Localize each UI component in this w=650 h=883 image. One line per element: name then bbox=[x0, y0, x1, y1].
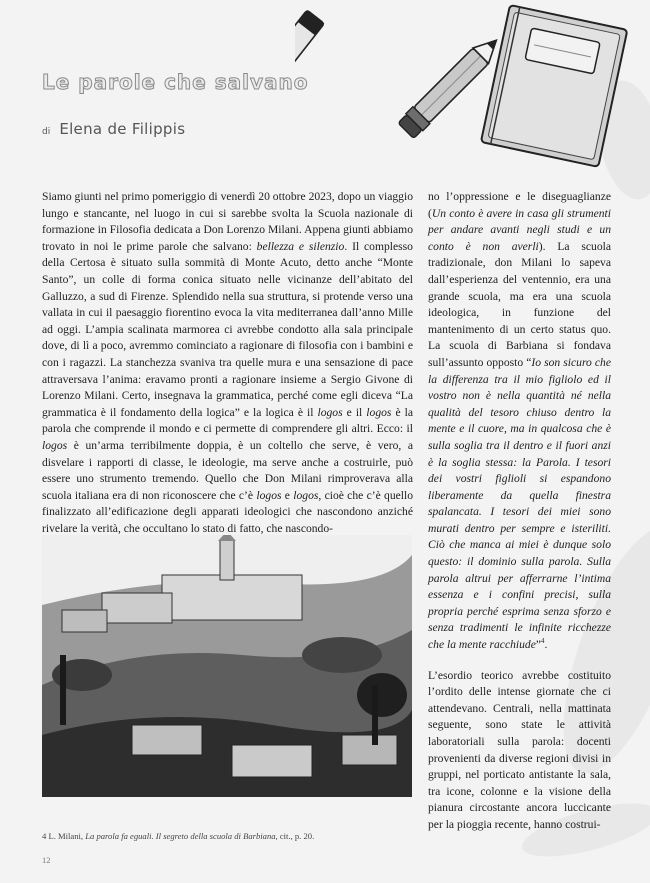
footnote: 4 L. Milani, La parola fa eguali. Il segreto della scuola di Barbiana, cit., p. 20. bbox=[42, 831, 315, 841]
landscape-photo bbox=[42, 535, 412, 797]
byline-prefix: di bbox=[42, 127, 51, 137]
paragraph: Siamo giunti nel primo pomeriggio di venerdì 20 ottobre 2023, dopo un viaggio lungo e stancante, nel luogo in cui si sarebbe svolta la Scuola nazionale di formazione in Filosofia dedicata a Don Lorenzo Milani. Appena giunti abbiamo trovato in noi le prime parole che salvano: bellezza e silenzio. Il complesso della Certosa è situato sulla sommità di Monte Acuto, detto anche “Monte Santo”, un colle di forma conica situato nelle vicinanze dell’abitato del Galluzzo, a sud di Firenze. Splendido nella sua struttura, si protende verso una vallata in cui il paesaggio fiorentino evoca la vita mediterranea dall’anno Mille ad oggi. L’ampia scalinata marmorea ci avrebbe condotto alla sala principale dove, di lì a poco, avremmo cominciato a ragionare di filosofia con i bambini e con i ragazzi. La stanchezza svaniva tra quelle mura e una sensazione di pace attraversava l’anima: eravamo pronti a ragionare insieme a Sergio Givone di Lorenzo Milani. Certo, insegnava la grammatica, perché come egli diceva “La grammatica è il fondamento della logica” e la logica è il logos e il logos è la parola che comprende il mondo e ci permette di comprendere gli altri. Ecco: il logos è un’arma terribilmente doppia, è un coltello che serve, è vero, a disvelare i rapporti di classe, le ideologie, ma serve anche a costruirle, può essere uno strumento tremendo. Quello che Don Milani rimproverava alla scuola italiana era di non riconoscere che c’è logos e logos, cioè che c’è quello finalizzato all’edificazione degli apparati ideologici che nascondono anziché rivelare la verità, che occultano lo stato di fatto, che nascondo- bbox=[42, 190, 413, 535]
author-name: Elena de Filippis bbox=[59, 120, 186, 138]
hilltop-certosa-photo bbox=[42, 535, 412, 797]
footnote-ref[interactable]: 4 bbox=[541, 637, 545, 646]
article-title: Le parole che salvano bbox=[42, 70, 309, 94]
header-illustration bbox=[295, 0, 650, 180]
text-column-right bbox=[428, 189, 611, 834]
paragraph: L’esordio teorico avrebbe costituito l’ordito delle intense giornate che ci attendevano. Centrali, nella mattinata seguente, sono state le attività laboratoriali sulla parola: docenti provenienti da diverse regioni divisi in gruppi, nel porticato antistante la sala, tra icone, colonne e la visione della pianura circostante ancora luccicante per la pioggia recente, hanno costrui- bbox=[428, 668, 611, 831]
paragraph: no l’oppressione e le diseguaglianze (Un conto è avere in casa gli strumenti per andare avanti negli studi e un conto è non averli). La scuola tradizionale, don Milani lo sapeva dall’esperienza del ventennio, era una grande scuola, ma era una scuola ideologica, in funzione del mantenimento di un certo status quo. La scuola di Barbiana si fondava sull’assunto opposto “Io son sicuro che la differenza tra il mio figliolo ed il vostro non è nella quantità né nella qualità del tesoro chiuso dentro la mente e il cuore, ma in qualcosa che è sulla soglia tra il dentro e il fuori anzi è la soglia stessa: la Parola. I tesori dei vostri figlioli si espandono liberamente da quella finestra spalancata. I tesori dei miei sono murati dentro per sempre e isteriliti. Ciò che manca ai miei è dunque solo questo: il dominio sulla parola. Sulla parola altrui per afferrarne l’intima essenza e i confini precisi, sulla propria perché esprima senza sforzo e senza tradimenti le infinite ricchezze che la mente racchiude”$^4$. bbox=[428, 190, 611, 652]
text-column-left bbox=[42, 189, 413, 537]
page-number: 12 bbox=[42, 855, 51, 865]
byline bbox=[42, 119, 185, 138]
footnote-number: 4 bbox=[42, 831, 47, 841]
notebook-icon bbox=[481, 5, 627, 167]
